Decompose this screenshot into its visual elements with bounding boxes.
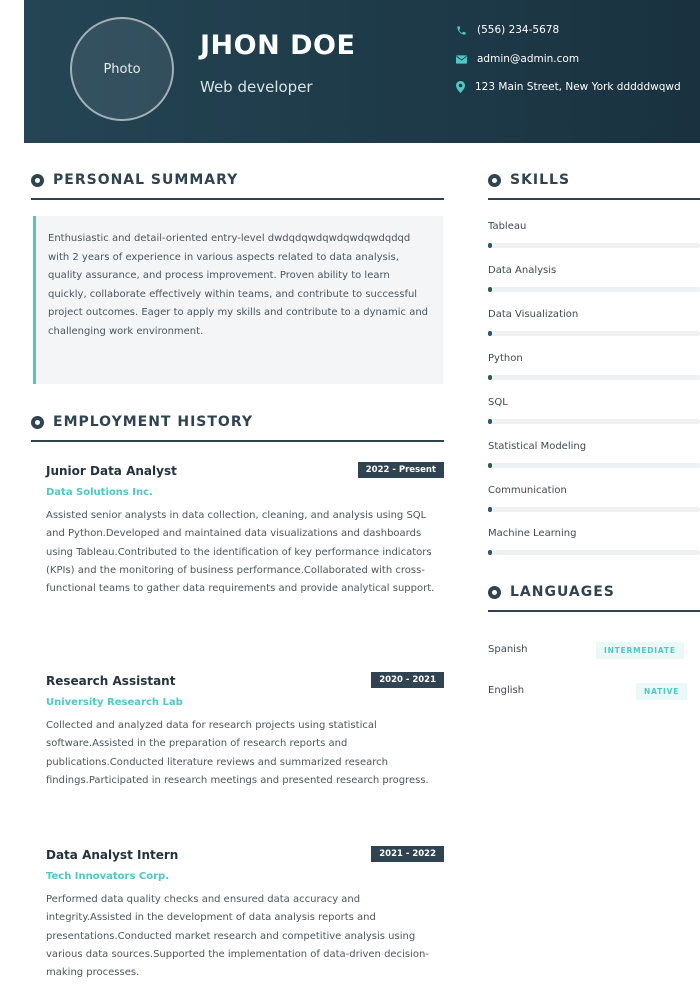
- skill-item: [488, 221, 700, 232]
- contact-email: [456, 53, 579, 65]
- language-item: [488, 683, 700, 703]
- job-title: Research Assistant: [46, 674, 176, 688]
- job-title: Junior Data Analyst: [46, 464, 177, 478]
- skill-bar-fill: [488, 243, 492, 248]
- skill-name: Communication: [488, 485, 567, 496]
- skill-name: SQL: [488, 397, 508, 408]
- language-level-badge: INTERMEDIATE: [596, 642, 684, 659]
- skill-bar-track: [488, 550, 700, 555]
- language-name: English: [488, 685, 525, 696]
- summary-box: [33, 216, 443, 384]
- summary-text: Enthusiastic and detail-oriented entry-level dwdqdqwdqwdqwdqwdqdqd with 2 years of experience in various aspects related to data analysis, quality assurance, and process improvement. Proven ability to learn quickly, collaborate effectively within teams, and contribute to successful project outcomes. Eager to apply my skills and contribute to a dynamic and challenging work environment.: [48, 233, 429, 337]
- language-level-badge: NATIVE: [636, 683, 687, 700]
- skill-bar-track: [488, 243, 700, 248]
- skill-name: Data Visualization: [488, 309, 579, 320]
- languages-heading: LANGUAGES: [488, 584, 615, 600]
- candidate-name: JHON DOE: [200, 30, 356, 61]
- photo-label: Photo: [103, 61, 141, 77]
- skill-name: Statistical Modeling: [488, 441, 587, 452]
- job-dates-badge: 2020 - 2021: [371, 672, 444, 688]
- skill-name: Python: [488, 353, 523, 364]
- skill-bar-track: [488, 287, 700, 292]
- skill-bar-fill: [488, 419, 492, 424]
- contact-address: [456, 81, 681, 93]
- candidate-title: Web developer: [200, 78, 313, 96]
- employment-divider: [31, 440, 444, 442]
- job-description: Assisted senior analysts in data collection, cleaning, and analysis using SQL and Python.Developed and maintained data visualizations and dashboards using Tableau.Contributed to the identification of key performance indicators (KPIs) and the monitoring of business performance.Collaborated with cross-functional teams to gather data requirements and provide analytical support.: [46, 510, 435, 595]
- email-text: admin@admin.com: [477, 53, 580, 65]
- skill-item: [488, 485, 700, 496]
- skill-item: [488, 353, 700, 364]
- language-name: Spanish: [488, 644, 528, 655]
- job-company: University Research Lab: [46, 697, 183, 708]
- phone-icon: [456, 25, 467, 36]
- skill-name: Machine Learning: [488, 528, 577, 539]
- skill-item: [488, 397, 700, 408]
- location-pin-icon: [456, 81, 465, 93]
- job-company: Data Solutions Inc.: [46, 487, 153, 498]
- job-title: Data Analyst Intern: [46, 848, 179, 862]
- phone-text: (556) 234-5678: [477, 24, 560, 36]
- section-bullet-icon: [31, 416, 44, 429]
- job-entry: [46, 674, 444, 790]
- skill-item: [488, 265, 700, 276]
- profile-photo[interactable]: [70, 17, 174, 121]
- skill-item: [488, 309, 700, 320]
- section-bullet-icon: [31, 174, 44, 187]
- languages-divider: [488, 610, 700, 612]
- summary-heading: PERSONAL SUMMARY: [31, 172, 238, 188]
- skill-bar-track: [488, 463, 700, 468]
- employment-heading: EMPLOYMENT HISTORY: [31, 414, 253, 430]
- page-margin: [0, 0, 24, 989]
- skill-item: [488, 528, 700, 539]
- job-dates-badge: 2022 - Present: [358, 462, 444, 478]
- resume-header: [24, 0, 700, 143]
- summary-divider: [31, 198, 444, 200]
- skill-name: Data Analysis: [488, 265, 557, 276]
- contact-phone: [456, 24, 559, 36]
- address-text: 123 Main Street, New York dddddwqwd: [475, 81, 681, 93]
- skill-bar-fill: [488, 375, 492, 380]
- skill-bar-fill: [488, 287, 492, 292]
- skill-bar-fill: [488, 507, 492, 512]
- job-description: Collected and analyzed data for research projects using statistical software.Assisted in the preparation of research reports and publications.Conducted literature reviews and summarized research findings.Participated in research meetings and presented research progress.: [46, 720, 429, 786]
- job-description: Performed data quality checks and ensured data accuracy and integrity.Assisted in the development of data analysis reports and presentations.Conducted market research and competitive analysis using various data sources.Supported the implementation of data-driven decision-making processes.: [46, 894, 429, 979]
- job-dates-badge: 2021 - 2022: [371, 846, 444, 862]
- skill-bar-fill: [488, 331, 492, 336]
- section-bullet-icon: [488, 586, 501, 599]
- skill-bar-track: [488, 419, 700, 424]
- skills-heading: SKILLS: [488, 172, 570, 188]
- mail-icon: [456, 55, 467, 64]
- language-item: [488, 642, 700, 662]
- job-company: Tech Innovators Corp.: [46, 871, 170, 882]
- section-bullet-icon: [488, 174, 501, 187]
- skills-divider: [488, 198, 700, 200]
- job-entry: [46, 848, 444, 982]
- skill-bar-fill: [488, 463, 492, 468]
- skill-bar-track: [488, 331, 700, 336]
- skill-item: [488, 441, 700, 452]
- skill-bar-fill: [488, 550, 492, 555]
- skill-bar-track: [488, 375, 700, 380]
- job-entry: [46, 464, 444, 598]
- skill-bar-track: [488, 507, 700, 512]
- skill-name: Tableau: [488, 221, 527, 232]
